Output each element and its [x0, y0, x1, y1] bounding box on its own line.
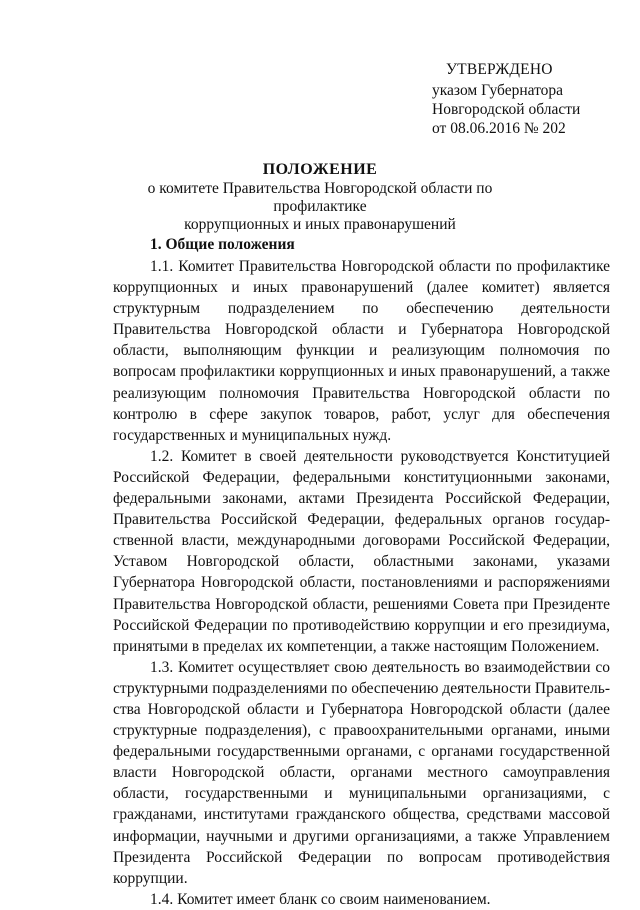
- paragraph-1-1: 1.1. Комитет Правительства Новгородской области по профилактике коррупционных и иных правонарушений (далее комитет) является структурным подразделением по обеспечению деятельности Правительства Новгородской области и Губернатора Новгородской области, выполняющим функции и реализующим полномочия по вопросам профилактики коррупционных и иных правонарушений, а также реализующим полномочия Правительства Новгородской области по контролю в сфере закупок товаров, работ, услуг для обеспечения государственных и муниципальных нужд.: [113, 258, 610, 444]
- document-title: ПОЛОЖЕНИЕ: [262, 161, 378, 178]
- approval-line-decree: указом Губернатора: [432, 82, 564, 99]
- paragraph-1-2: 1.2. Комитет в своей деятельности руководствуется Конституцией Российской Федерации, федеральными конституционными законами, федеральными законами, актами Президента Российской Федерации, Правительства Российской Федерации, федеральных органов государственной власти, международными договорами Российской Федерации, Уставом Новгородской области, областными законами, указами Губернатора Новгородской области, постановлениями и распоряжениями Правительства Новгородской области, решениями Совета при Президенте Российской Федерации по противодействию коррупции и его президиума, принятыми в пределах их компетенции, а также настоящим Положением.: [113, 447, 610, 655]
- approval-line-date: от 08.06.2016 № 202: [432, 120, 566, 137]
- document-title-block: [110, 160, 530, 234]
- paragraph-1-3: 1.3. Комитет осуществляет свою деятельность во взаимодействии со структурными подразделениями по обеспечению деятельности Правительства Новгородской области и Губернатора Новгородской области (далее структурные подразделения), с правоохранительными органами, иными федеральными государственными органами, с органами государственной власти Новгородской области, органами местного самоуправления области, государственными и муниципальными организациями, с гражданами, институтами гражданского общества, средствами массовой информации, научными и другими организациями, а также Управлением Президента Российской Федерации по вопросам противодействия коррупции.: [113, 658, 610, 887]
- section-heading: 1. Общие положения: [150, 236, 295, 253]
- approval-stamp: [432, 60, 622, 138]
- document-subtitle-line-2: коррупционных и иных правонарушений: [184, 216, 456, 233]
- paragraph-1-4: 1.4. Комитет имеет бланк со своим наименованием.: [150, 890, 491, 908]
- document-subtitle-line-1: о комитете Правительства Новгородской области по профилактике: [147, 180, 493, 215]
- document-body: [113, 256, 610, 910]
- approval-line-region: Новгородской области: [432, 101, 581, 118]
- approval-title: УТВЕРЖДЕНО: [446, 61, 553, 78]
